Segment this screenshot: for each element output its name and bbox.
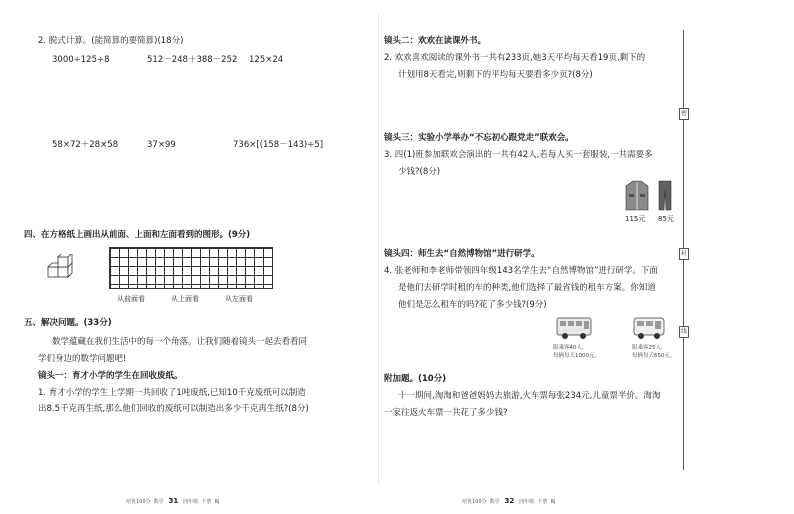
drawing-grid[interactable] [109,247,273,289]
pants-price: 85元 [658,215,674,223]
bonus-title: 附加题。(10分) [384,374,447,384]
intro-text: 数学蕴藏在我们生活中的每一个角落。让我们随着镜头一起去看看同 [52,337,308,347]
rail-char: 封 [679,248,689,260]
bonus-text: 十一期间,淘淘和爸爸妈妈去旅游,火车票每张234元,儿童票半价。淘淘 [398,391,661,401]
view-label-top: 从上面看 [171,295,199,303]
q1-text: 1. 育才小学的学生上学期一共回收了1吨废纸,已知10千克废纸可以制造 [38,388,306,398]
footer-brand: 培优100分 [126,499,151,505]
q3-text: 3. 四(1)班参加联欢会演出的一共有42人,若每人买一套服装,一共需要多 [384,150,653,160]
q2-calc-title: 2. 脱式计算。(能简算的要简算)(18分) [38,36,184,46]
bus1-info: 每辆每天1000元。 [553,353,600,359]
footer-grade: 四年级 [519,499,535,505]
calc-item: 512－248＋388－252 [147,55,238,65]
footer-brand: 培优100分 [462,499,487,505]
minibus-icon [633,316,665,340]
section5-title: 五、解决问题。(33分) [24,318,112,328]
lens3-title: 镜头三：实验小学举办“不忘初心跟党走”联欢会。 [384,133,574,143]
calc-item: 58×72＋28×58 [52,140,119,150]
right-footer [462,497,555,505]
q1-text: 出8.5千克再生纸,那么他们回收的废纸可以制造出多少千克再生纸?(8分) [38,404,309,414]
view-label-left: 从左面看 [225,295,253,303]
cube-stack-figure [46,254,80,284]
calc-item: 125×24 [249,55,284,65]
pants-icon [658,180,672,212]
bus1-info: 限乘客40人, [553,345,584,351]
rail-char: 线 [679,326,689,338]
view-label-front: 从前面看 [117,295,145,303]
footer-subject: 数学 [153,499,164,505]
q2-text: 计划用8天看完,则剩下的平均每天要看多少页?(8分) [398,70,593,80]
q4-text: 是他们去研学时租的车的种类,他们选择了最省钱的租车方案。你知道 [398,283,656,293]
calc-item: 736×[(158－143)÷5] [233,140,324,150]
lens4-title: 镜头四：师生去“自然博物馆”进行研学。 [384,249,540,259]
footer-edition: RJ [214,499,220,505]
lens2-title: 镜头二：欢欢在读课外书。 [384,36,487,46]
footer-subject: 数学 [489,499,500,505]
left-footer [126,497,219,505]
footer-term: 下册 [201,499,212,505]
calc-item: 37×99 [147,140,176,150]
page-number: 31 [168,497,179,505]
section4-title: 四、在方格纸上画出从前面、上面和左面看到的图形。(9分) [24,230,251,240]
bonus-text: 一家往返火车票一共花了多少钱? [384,408,508,418]
rail-char: 密 [679,108,689,120]
bus2-info: 每辆每天650元。 [632,353,676,359]
q4-text: 4. 张老师和李老师带领四年级143名学生去“自然博物馆”进行研学。下面 [384,266,658,276]
page-number: 32 [504,497,515,505]
intro-text: 学们身边的数学问题吧! [38,354,127,364]
q4-text: 他们是怎么租车的吗?花了多少钱?(9分) [398,300,547,310]
jacket-icon [625,180,649,212]
q3-text: 少钱?(8分) [398,167,441,177]
lens1-title: 镜头一：育才小学的学生在回收废纸。 [38,371,183,381]
bus-icon [556,316,592,340]
jacket-price: 115元 [625,215,646,223]
footer-term: 下册 [537,499,548,505]
q2-text: 2. 欢欢喜欢阅读的课外书一共有233页,她3天平均每天看19页,剩下的 [384,53,646,63]
footer-edition: RJ [550,499,556,505]
page-divider [378,14,379,484]
footer-grade: 四年级 [183,499,199,505]
bus2-info: 限乘客25人, [632,345,663,351]
calc-item: 3000÷125÷8 [52,55,110,65]
